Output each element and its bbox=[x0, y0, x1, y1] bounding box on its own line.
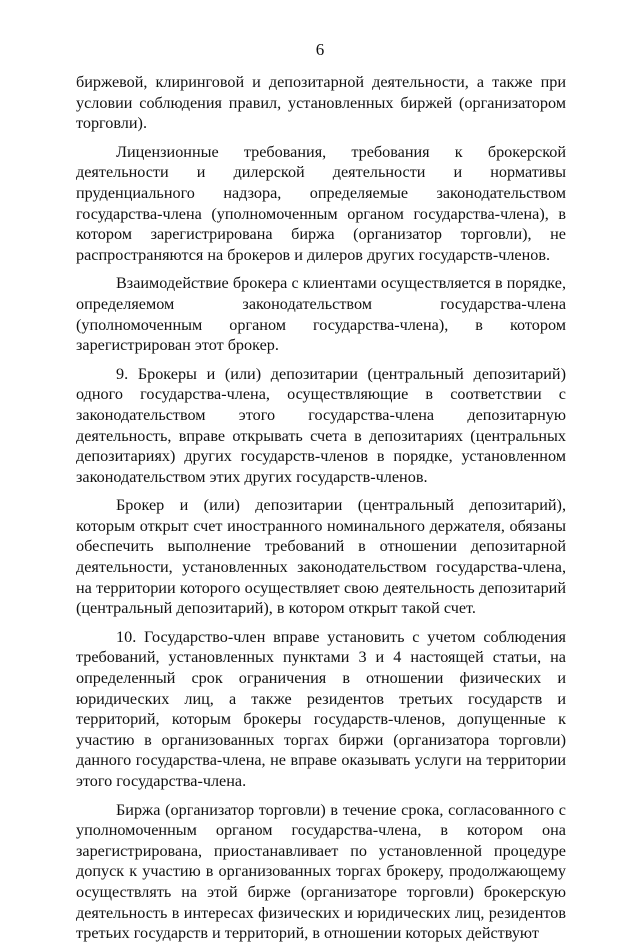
paragraph-continuation: биржевой, клиринговой и депозитарной деятельности, а также при условии соблюдения правил, установленных биржей (организатором торговли). bbox=[76, 73, 566, 133]
paragraph-item-9: 9. Брокеры и (или) депозитарии (центральный депозитарий) одного государства-члена, осуществляющие в соответствии с законодательством этого государства-члена депозитарную деятельность, вправе открывать счета в депозитариях (центральных депозитариях) других государств-членов в порядке, установленном законодательством этих других государств-членов. bbox=[76, 364, 566, 486]
document-body bbox=[76, 72, 566, 952]
paragraph-license-requirements: Лицензионные требования, требования к брокерской деятельности и дилерской деятельности и нормативы пруденциального надзора, определяемые законодательством государства-члена (уполномоченным органом государства-члена), в котором зарегистрирована биржа (организатор торговли), не распространяются на брокеров и дилеров других государств-членов. bbox=[76, 142, 566, 264]
paragraph-broker-clients: Взаимодействие брокера с клиентами осуществляется в порядке, определяемом законодательством государства-члена (уполномоченным органом государства-члена), в котором зарегистрирован этот брокер. bbox=[76, 274, 566, 355]
page-number: 6 bbox=[315, 40, 325, 59]
paragraph-item-10: 10. Государство-член вправе установить с учетом соблюдения требований, установленных пунктами 3 и 4 настоящей статьи, на определенный срок ограничения в отношении физических и юридических лиц, а также резидентов третьих государств и территорий, которым брокеры государств-членов, допущенные к участию в организованных торгах биржи (организатора торговли) данного государства-члена, не вправе оказывать услуги на территории этого государства-члена. bbox=[76, 627, 566, 790]
paragraph-exchange-suspension: Биржа (организатор торговли) в течение срока, согласованного с уполномоченным органом государства-члена, в котором она зарегистрирована, приостанавливает по установленной процедуре допуск к участию в организованных торгах брокеру, продолжающему осуществлять на этой бирже (организаторе торговли) брокерскую деятельность в интересах физических и юридических лиц, резидентов третьих государств и территорий, в отношении которых действуют bbox=[76, 800, 566, 943]
paragraph-nominee-account: Брокер и (или) депозитарии (центральный депозитарий), которым открыт счет иностранного номинального держателя, обязаны обеспечить выполнение требований в отношении депозитарной деятельности, установленных законодательством государства-члена, на территории которого осуществляет свою деятельность депозитарий (центральный депозитарий), в котором открыт такой счет. bbox=[76, 496, 566, 618]
